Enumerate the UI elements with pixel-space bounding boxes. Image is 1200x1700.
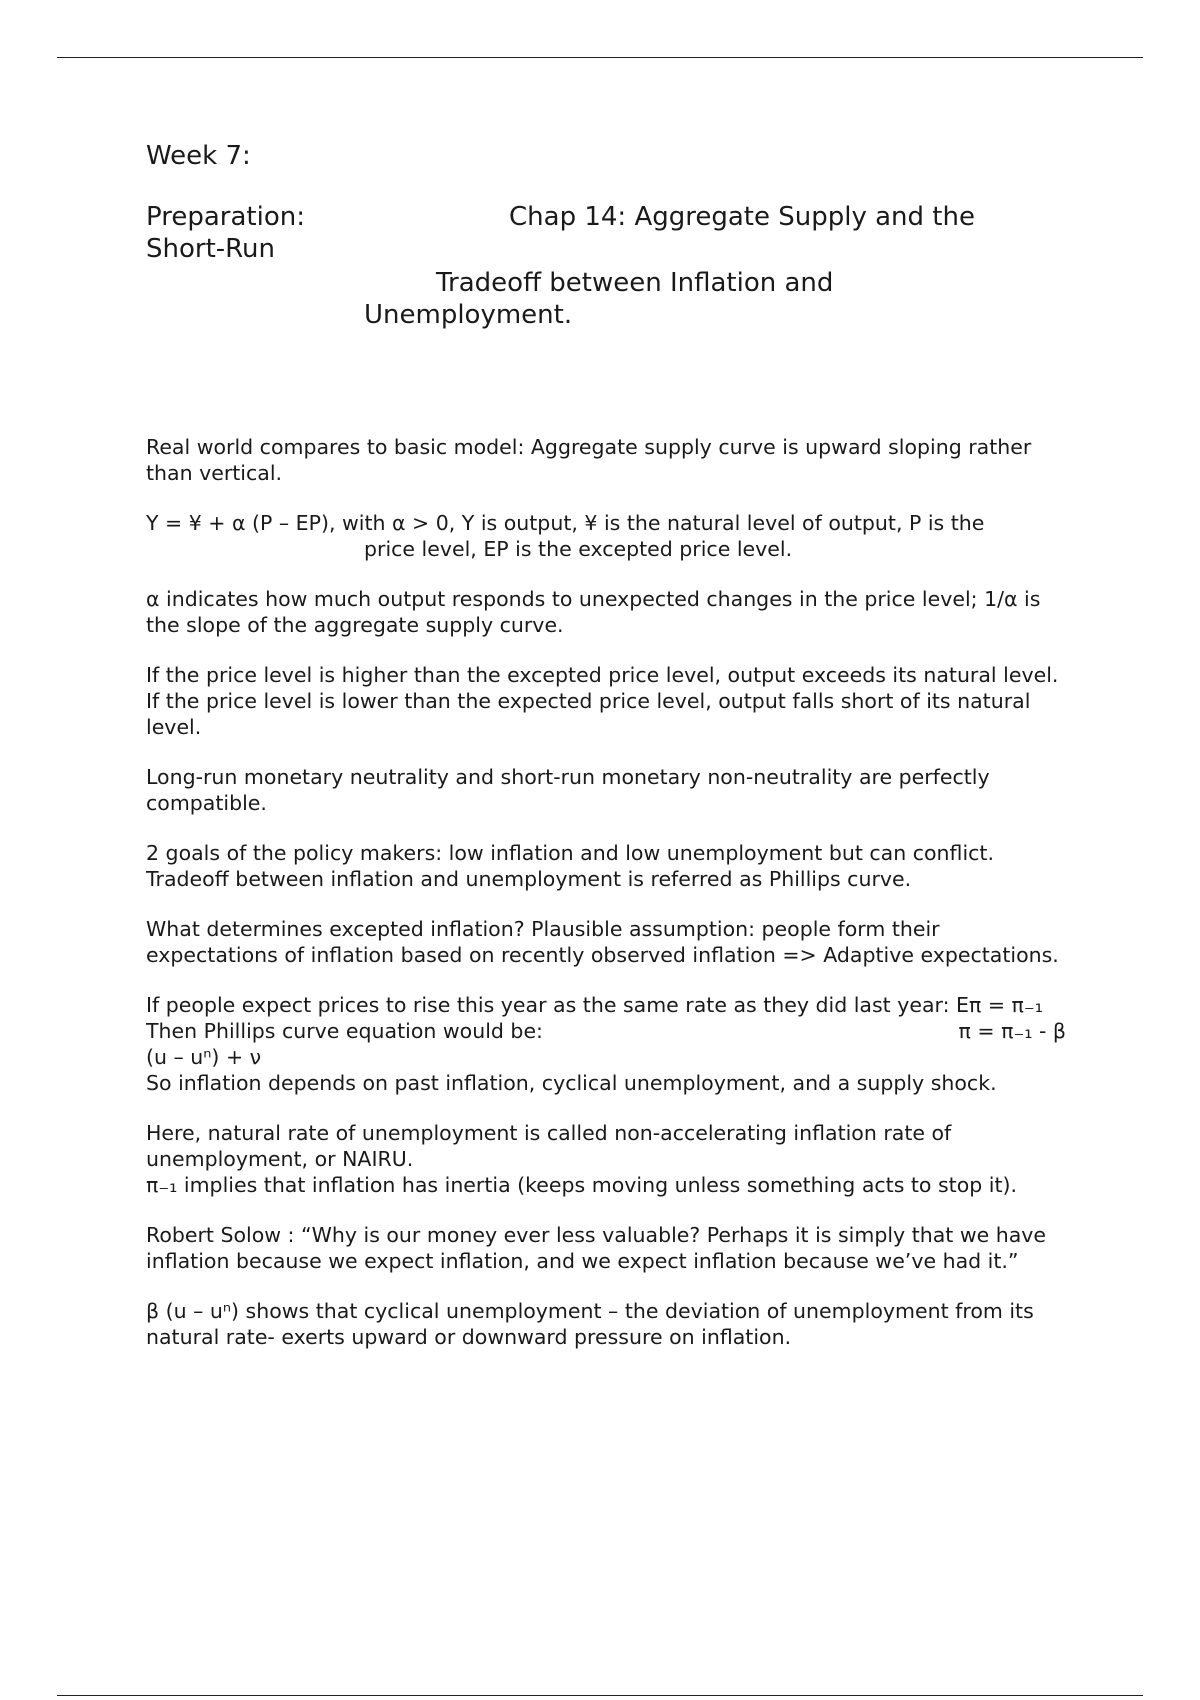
as-equation-line2: price level, EP is the excepted price level. [364, 537, 793, 561]
top-rule [57, 57, 1143, 58]
as-equation-line1: Y = ¥ + α (P – EP), with α > 0, Y is output, ¥ is the natural level of output, P is the [146, 511, 985, 535]
paragraph-cyclical-unemployment: β (u – uⁿ) shows that cyclical unemployment – the deviation of unemployment from its natural rate- exerts upward or downward pressure on inflation. [146, 1299, 1034, 1349]
phillips-equation-continued: (u – uⁿ) + ν [146, 1045, 262, 1069]
chapter-heading [146, 201, 1066, 353]
preparation-label: Preparation: [146, 202, 305, 232]
paragraph-solow-quote: Robert Solow : “Why is our money ever less valuable? Perhaps it is simply that we have inflation because we expect inflation, and we expect inflation because we’ve had it.” [146, 1223, 1047, 1273]
paragraph-phillips-equation [146, 992, 1066, 1096]
paragraph-expected-inflation: What determines excepted inflation? Plausible assumption: people form their expectations of inflation based on recently observed inflation => Adaptive expectations. [146, 917, 1059, 967]
adaptive-expectation-line: If people expect prices to rise this year as the same rate as they did last year: Eπ = π₋₁ [146, 993, 1043, 1017]
preparation-label-line2: Short-Run [146, 234, 276, 264]
nairu-line: Here, natural rate of unemployment is called non-accelerating inflation rate of unemployment, or NAIRU. [146, 1121, 952, 1171]
week-heading: Week 7: [146, 141, 251, 171]
paragraph-price-level: If the price level is higher than the excepted price level, output exceeds its natural level. If the price level is lower than the expected price level, output falls short of its natural level. [146, 663, 1059, 739]
document-page [146, 140, 1066, 1374]
paragraph-as-equation [146, 510, 1066, 562]
chapter-title-line3: Unemployment. [364, 300, 573, 330]
chapter-title-line2: Tradeoff between Inflation and [436, 268, 834, 298]
paragraph-alpha: α indicates how much output responds to unexpected changes in the price level; 1/α is the slope of the aggregate supply curve. [146, 587, 1041, 637]
phillips-equation-rhs: π = π₋₁ - β [958, 1019, 1066, 1043]
phillips-equation-label: Then Phillips curve equation would be: [146, 1019, 543, 1043]
chapter-title-line1: Chap 14: Aggregate Supply and the [509, 202, 975, 232]
paragraph-policy-goals: 2 goals of the policy makers: low inflation and low unemployment but can conflict. Tradeoff between inflation and unemployment is referred as Phillips curve. [146, 841, 994, 891]
paragraph-nairu [146, 1120, 1066, 1198]
inflation-depends-line: So inflation depends on past inflation, cyclical unemployment, and a supply shock. [146, 1071, 997, 1095]
paragraph-as-curve: Real world compares to basic model: Aggregate supply curve is upward sloping rather than vertical. [146, 435, 1032, 485]
paragraph-neutrality: Long-run monetary neutrality and short-run monetary non-neutrality are perfectly compatible. [146, 765, 990, 815]
inertia-line: π₋₁ implies that inflation has inertia (keeps moving unless something acts to stop it). [146, 1173, 1018, 1197]
phillips-equation-line [146, 1018, 1066, 1044]
bottom-rule [57, 1695, 1143, 1696]
